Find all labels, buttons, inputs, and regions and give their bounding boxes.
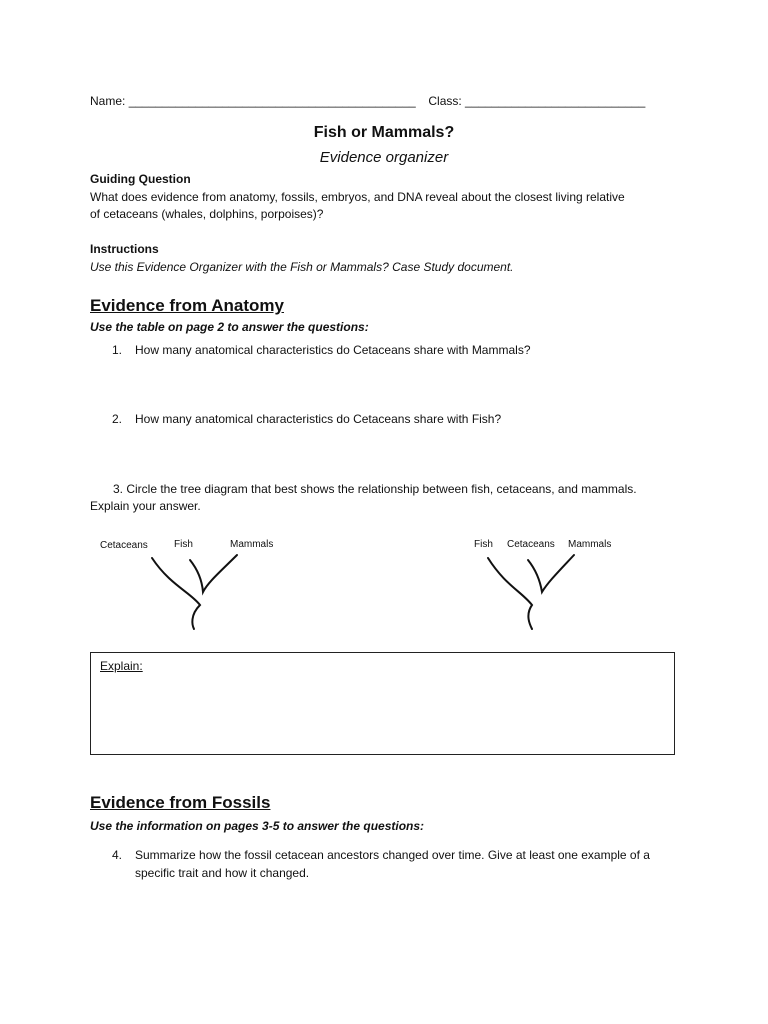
tree-2-branches — [460, 530, 680, 640]
guiding-question-line-1: What does evidence from anatomy, fossils, embryos, and DNA reveal about the closest living relative — [90, 190, 625, 204]
question-3-line-1: 3. Circle the tree diagram that best shows the relationship between fish, cetaceans, and mammals. — [113, 482, 637, 496]
tree-1-branch-cetaceans — [152, 558, 200, 629]
question-2-text: How many anatomical characteristics do Cetaceans share with Fish? — [135, 412, 502, 426]
page-title: Fish or Mammals? — [313, 124, 455, 141]
tree-1-label-fish: Fish — [174, 539, 193, 550]
tree-2-label-mammals: Mammals — [568, 539, 612, 550]
question-4-line-2: specific trait and how it changed. — [135, 866, 310, 880]
tree-2-branch-fish — [488, 558, 532, 629]
tree-1-label-cetaceans: Cetaceans — [100, 540, 148, 551]
tree-1-label-mammals: Mammals — [230, 539, 274, 550]
tree-2-label-cetaceans: Cetaceans — [507, 539, 555, 550]
explain-box[interactable] — [90, 652, 675, 755]
question-1-text: How many anatomical characteristics do Cetaceans share with Mammals? — [135, 343, 531, 357]
class-label: Class: — [428, 94, 462, 108]
explain-label: Explain: — [100, 659, 143, 673]
tree-2-label-fish: Fish — [474, 539, 493, 550]
name-field[interactable]: ___________________________________________ — [128, 94, 416, 108]
question-4-line-1: Summarize how the fossil cetacean ancestors changed over time. Give at least one example of a — [135, 848, 650, 862]
anatomy-heading: Evidence from Anatomy — [90, 296, 284, 315]
instructions-text: Use this Evidence Organizer with the Fish or Mammals? Case Study document. — [90, 260, 514, 274]
question-4-number: 4. — [112, 848, 123, 862]
fossils-heading: Evidence from Fossils — [90, 793, 271, 812]
question-3-line-2: Explain your answer. — [90, 499, 201, 513]
class-field[interactable]: ___________________________ — [465, 94, 646, 108]
question-2-number: 2. — [112, 412, 123, 426]
guiding-question-line-2: of cetaceans (whales, dolphins, porpoises)? — [90, 207, 324, 221]
tree-1-branches — [90, 530, 310, 640]
tree-diagram-2[interactable] — [460, 530, 680, 640]
anatomy-subheading: Use the table on page 2 to answer the questions: — [90, 320, 369, 334]
question-1-number: 1. — [112, 343, 123, 357]
instructions-heading: Instructions — [90, 242, 159, 256]
fossils-subheading: Use the information on pages 3-5 to answer the questions: — [90, 819, 425, 833]
tree-1-branch-fish-mammals — [190, 555, 237, 592]
page-subtitle: Evidence organizer — [319, 149, 449, 166]
tree-2-branch-cetaceans-mammals — [528, 555, 574, 592]
name-class-line — [90, 93, 670, 110]
tree-diagram-1[interactable] — [90, 530, 310, 640]
name-label: Name: — [90, 94, 126, 108]
guiding-question-heading: Guiding Question — [90, 172, 191, 186]
